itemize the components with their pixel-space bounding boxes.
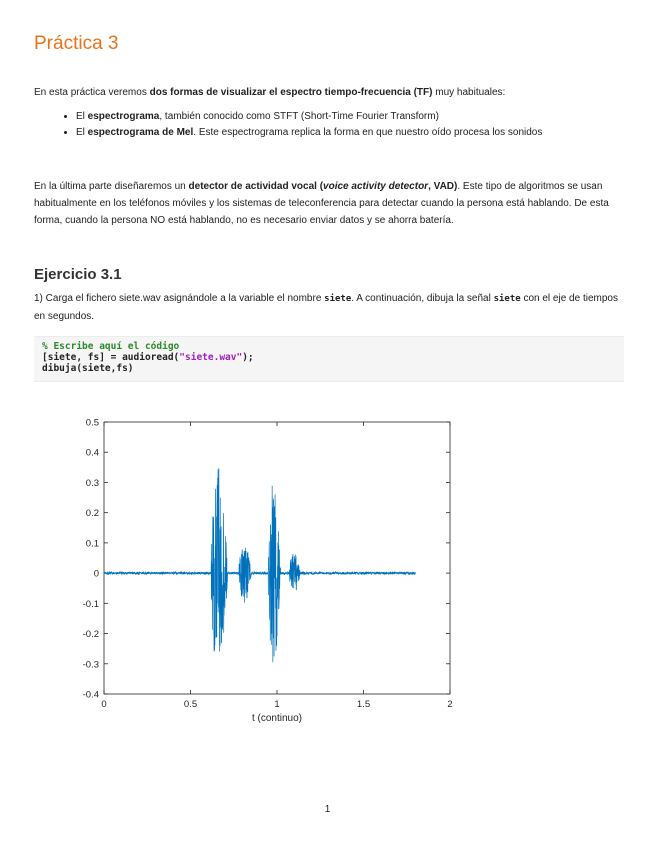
vad-bold-2: , VAD) xyxy=(428,181,458,192)
x-tick-label: 1.5 xyxy=(356,699,371,710)
bullet-post: . Este espectrograma replica la forma en que nuestro oído procesa los sonidos xyxy=(193,127,543,138)
code-comment: % Escribe aquí el código xyxy=(42,341,180,352)
exercise-heading: Ejercicio 3.1 xyxy=(34,266,122,283)
bullet-bold: espectrograma de Mel xyxy=(87,127,194,138)
y-tick-label: 0.1 xyxy=(85,538,99,550)
exercise-text-2: . A continuación, dibuja la señal xyxy=(351,293,494,304)
vad-bold-italic: voice activity detector xyxy=(323,181,429,192)
y-tick-label: -0.4 xyxy=(82,689,99,701)
x-axis-label: t (continuo) xyxy=(251,713,303,724)
bullet-item-mel xyxy=(76,125,616,141)
bullet-item-spectrogram xyxy=(76,109,616,125)
bullet-pre: El xyxy=(76,111,88,122)
code-text: [siete, fs] = audioread( xyxy=(42,352,180,363)
y-tick-label: 0 xyxy=(93,568,99,580)
x-tick-label: 0 xyxy=(101,699,107,710)
intro-text-1: En esta práctica veremos xyxy=(34,87,150,98)
intro-paragraph xyxy=(34,84,619,101)
y-tick-label: 0.4 xyxy=(85,447,99,459)
y-tick-label: 0.5 xyxy=(85,417,99,429)
code-string: "siete.wav" xyxy=(179,352,243,363)
vad-text-2: . Este tipo de algoritmos se usan habitualmente en los teléfonos móviles y los sistemas de teleconferencia para detectar cuando la persona está hablando. De esta forma, cuando la persona NO está hablando, no es necesario enviar datos y se ahorra batería. xyxy=(34,181,609,226)
inline-code: siete xyxy=(493,294,521,304)
exercise-paragraph xyxy=(34,290,619,325)
code-block[interactable] xyxy=(34,336,624,382)
y-tick-label: -0.2 xyxy=(82,629,99,641)
page-title: Práctica 3 xyxy=(34,33,119,54)
inline-code: siete xyxy=(324,294,352,304)
bullet-pre: El xyxy=(76,127,88,138)
exercise-text-3: con el eje de tiempos en segundos. xyxy=(34,293,618,322)
y-tick-label: -0.1 xyxy=(82,598,99,610)
vad-paragraph xyxy=(34,178,619,229)
vad-bold-1: detector de actividad vocal ( xyxy=(188,181,324,192)
page-number: 1 xyxy=(324,804,331,815)
x-tick-label: 1 xyxy=(274,699,280,710)
exercise-text-1: 1) Carga el fichero siete.wav asignándole a la variable el nombre xyxy=(34,293,325,304)
code-line-3: dibuja(siete,fs) xyxy=(42,363,134,374)
y-tick-label: 0.2 xyxy=(85,508,99,520)
plot-area-frame xyxy=(104,422,450,694)
code-line-2 xyxy=(42,352,616,363)
y-tick-label: -0.3 xyxy=(82,659,99,671)
bullet-list xyxy=(60,109,616,141)
vad-text-1: En la última parte diseñaremos un xyxy=(34,181,189,192)
bullet-post: , también conocido como STFT (Short-Time Fourier Transform) xyxy=(159,111,439,122)
code-text: ); xyxy=(242,352,254,363)
bullet-bold: espectrograma xyxy=(87,111,160,122)
x-tick-label: 0.5 xyxy=(183,699,198,710)
y-tick-label: 0.3 xyxy=(85,477,99,489)
intro-bold: dos formas de visualizar el espectro tiempo-frecuencia (TF) xyxy=(149,87,433,98)
waveform-chart xyxy=(60,410,480,740)
x-tick-label: 2 xyxy=(447,699,453,710)
waveform-series-line xyxy=(104,468,415,662)
intro-text-2: muy habituales: xyxy=(432,87,506,98)
